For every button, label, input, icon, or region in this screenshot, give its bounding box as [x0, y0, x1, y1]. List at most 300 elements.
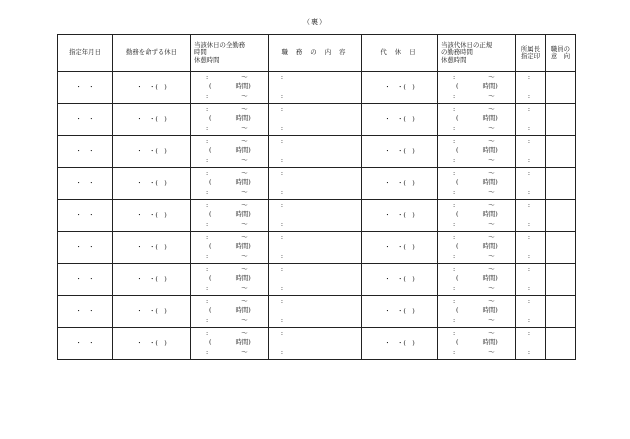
colon-end: : [527, 348, 530, 356]
date-dots: ・ ・ [75, 242, 95, 251]
header-chief-seal-line1: 所属長 [520, 44, 541, 53]
colon-start: : [206, 105, 209, 113]
header-substitute-holiday: 代 休 日 [362, 35, 438, 72]
substitute-date-placeholder: ・ ・( ) [384, 146, 415, 155]
tilde: 〜 [241, 297, 248, 305]
colon-end: : [280, 265, 283, 273]
tilde: 〜 [488, 169, 495, 177]
holiday-hours-cell[interactable] [191, 72, 283, 104]
colon-end: : [280, 188, 283, 196]
designated-date-cell[interactable] [58, 136, 113, 168]
colon-start: : [453, 265, 456, 273]
hours-line [438, 115, 533, 122]
hours-label: 時間) [235, 178, 251, 186]
hours-open: ( [456, 210, 459, 218]
tilde: 〜 [488, 156, 495, 164]
hours-label: 時間) [235, 306, 251, 314]
substitute-date-placeholder: ・ ・( ) [384, 274, 415, 283]
time-range-line [438, 266, 542, 273]
sub-hours-cell[interactable] [438, 328, 530, 360]
time-range-line [191, 234, 295, 241]
colon-end: : [527, 265, 530, 273]
colon-end: : [527, 201, 530, 209]
colon-end: : [280, 252, 283, 260]
break-range-line [191, 93, 295, 100]
header-sub-hours-line2: の勤務時間 [441, 48, 473, 57]
colon-end: : [527, 220, 530, 228]
tilde: 〜 [488, 220, 495, 228]
colon-end: : [280, 137, 283, 145]
colon-end: : [280, 297, 283, 305]
hours-line [191, 339, 286, 346]
time-range-line [191, 106, 295, 113]
sub-hours-cell[interactable] [438, 232, 530, 264]
staff-intent-cell[interactable] [546, 168, 576, 200]
date-dots: ・ ・ [75, 338, 95, 347]
holiday-date-placeholder: ・ ・( ) [136, 114, 167, 123]
tilde: 〜 [488, 284, 495, 292]
hours-label: 時間) [482, 210, 498, 218]
tilde: 〜 [241, 137, 248, 145]
hours-label: 時間) [482, 178, 498, 186]
tilde: 〜 [488, 73, 495, 81]
colon-start: : [453, 252, 456, 260]
work-holiday-cell[interactable] [113, 296, 191, 328]
designated-date-cell[interactable] [58, 72, 113, 104]
form-rows [58, 72, 576, 360]
hours-open: ( [456, 114, 459, 122]
sub-hours-cell[interactable] [438, 136, 530, 168]
hours-line [438, 339, 533, 346]
colon-end: : [280, 201, 283, 209]
hours-line [438, 307, 533, 314]
hours-label: 時間) [235, 242, 251, 250]
colon-start: : [453, 137, 456, 145]
tilde: 〜 [241, 284, 248, 292]
substitute-holiday-cell[interactable] [362, 104, 438, 136]
colon-start: : [206, 316, 209, 324]
tilde: 〜 [488, 188, 495, 196]
time-range-line [438, 202, 542, 209]
colon-end: : [527, 188, 530, 196]
hours-open: ( [209, 146, 212, 154]
work-holiday-cell[interactable] [113, 104, 191, 136]
form-row [58, 136, 576, 168]
time-range-line [438, 74, 542, 81]
substitute-date-placeholder: ・ ・( ) [384, 178, 415, 187]
form-row [58, 296, 576, 328]
time-range-line [438, 106, 542, 113]
hours-open: ( [209, 274, 212, 282]
colon-start: : [453, 233, 456, 241]
tilde: 〜 [488, 297, 495, 305]
designated-date-cell[interactable] [58, 168, 113, 200]
hours-open: ( [209, 82, 212, 90]
holiday-hours-cell[interactable] [191, 296, 283, 328]
substitute-holiday-cell[interactable] [362, 264, 438, 296]
hours-label: 時間) [482, 306, 498, 314]
colon-end: : [280, 284, 283, 292]
break-range-line [191, 125, 295, 132]
form-row [58, 232, 576, 264]
time-range-line [191, 138, 295, 145]
tilde: 〜 [241, 73, 248, 81]
hours-label: 時間) [235, 114, 251, 122]
hours-open: ( [456, 82, 459, 90]
hours-line [438, 211, 533, 218]
tilde: 〜 [241, 316, 248, 324]
header-staff-intent [546, 35, 576, 72]
holiday-hours-cell[interactable] [191, 104, 283, 136]
substitute-holiday-cell[interactable] [362, 72, 438, 104]
colon-end: : [527, 105, 530, 113]
header-sub-hours [438, 35, 516, 72]
colon-end: : [527, 297, 530, 305]
tilde: 〜 [241, 201, 248, 209]
tilde: 〜 [241, 188, 248, 196]
staff-intent-cell[interactable] [546, 328, 576, 360]
time-range-line [191, 170, 295, 177]
header-holiday-hours-line1: 当該休日の全勤務 [194, 40, 246, 49]
header-designated-date: 指定年月日 [58, 35, 113, 72]
tilde: 〜 [241, 252, 248, 260]
break-range-line [438, 285, 542, 292]
hours-line [438, 147, 533, 154]
hours-line [438, 243, 533, 250]
time-range-line [191, 202, 295, 209]
tilde: 〜 [488, 265, 495, 273]
tilde: 〜 [241, 105, 248, 113]
break-range-line [438, 93, 542, 100]
substitute-holiday-cell[interactable] [362, 200, 438, 232]
hours-open: ( [456, 306, 459, 314]
colon-end: : [527, 284, 530, 292]
colon-end: : [280, 92, 283, 100]
hours-open: ( [209, 338, 212, 346]
time-range-line [191, 330, 295, 337]
hours-open: ( [456, 274, 459, 282]
hours-label: 時間) [482, 274, 498, 282]
colon-end: : [280, 348, 283, 356]
break-range-line [438, 189, 542, 196]
sub-hours-cell[interactable] [438, 264, 530, 296]
date-dots: ・ ・ [75, 82, 95, 91]
colon-start: : [206, 233, 209, 241]
hours-line [438, 83, 533, 90]
colon-start: : [453, 105, 456, 113]
substitute-date-placeholder: ・ ・( ) [384, 114, 415, 123]
tilde: 〜 [488, 201, 495, 209]
colon-start: : [206, 265, 209, 273]
hours-line [191, 147, 286, 154]
hours-line [191, 179, 286, 186]
header-sub-hours-line3: 休憩時間 [441, 55, 467, 64]
header-staff-intent-line2: 意 向 [550, 52, 571, 60]
break-range-line [438, 125, 542, 132]
colon-start: : [206, 329, 209, 337]
tilde: 〜 [241, 233, 248, 241]
colon-start: : [453, 284, 456, 292]
colon-end: : [527, 156, 530, 164]
holiday-work-form-table [57, 34, 576, 360]
holiday-date-placeholder: ・ ・( ) [136, 210, 167, 219]
hours-label: 時間) [235, 82, 251, 90]
tilde: 〜 [488, 252, 495, 260]
colon-start: : [453, 188, 456, 196]
colon-end: : [280, 220, 283, 228]
staff-intent-cell[interactable] [546, 104, 576, 136]
tilde: 〜 [488, 124, 495, 132]
colon-start: : [206, 73, 209, 81]
work-holiday-cell[interactable] [113, 200, 191, 232]
holiday-date-placeholder: ・ ・( ) [136, 274, 167, 283]
header-duty-content: 職 務 の 内 容 [269, 35, 362, 72]
break-range-line [438, 221, 542, 228]
designated-date-cell[interactable] [58, 200, 113, 232]
substitute-holiday-cell[interactable] [362, 136, 438, 168]
time-range-line [191, 266, 295, 273]
staff-intent-cell[interactable] [546, 200, 576, 232]
colon-start: : [453, 156, 456, 164]
holiday-hours-cell[interactable] [191, 136, 283, 168]
holiday-date-placeholder: ・ ・( ) [136, 82, 167, 91]
substitute-date-placeholder: ・ ・( ) [384, 338, 415, 347]
sub-hours-cell[interactable] [438, 168, 530, 200]
substitute-holiday-cell[interactable] [362, 296, 438, 328]
hours-label: 時間) [482, 242, 498, 250]
colon-end: : [280, 329, 283, 337]
header-row [58, 35, 576, 72]
holiday-date-placeholder: ・ ・( ) [136, 178, 167, 187]
tilde: 〜 [241, 265, 248, 273]
holiday-hours-cell[interactable] [191, 264, 283, 296]
header-staff-intent-line1: 職員の [550, 44, 571, 53]
colon-start: : [206, 297, 209, 305]
colon-end: : [527, 124, 530, 132]
hours-open: ( [456, 338, 459, 346]
time-range-line [438, 138, 542, 145]
break-range-line [438, 253, 542, 260]
substitute-date-placeholder: ・ ・( ) [384, 210, 415, 219]
colon-start: : [206, 169, 209, 177]
hours-line [191, 115, 286, 122]
work-holiday-cell[interactable] [113, 264, 191, 296]
date-dots: ・ ・ [75, 274, 95, 283]
colon-end: : [280, 233, 283, 241]
colon-start: : [206, 284, 209, 292]
hours-open: ( [456, 242, 459, 250]
hours-label: 時間) [482, 338, 498, 346]
holiday-date-placeholder: ・ ・( ) [136, 338, 167, 347]
tilde: 〜 [488, 137, 495, 145]
hours-open: ( [456, 146, 459, 154]
colon-start: : [453, 348, 456, 356]
break-range-line [191, 317, 295, 324]
tilde: 〜 [488, 233, 495, 241]
staff-intent-cell[interactable] [546, 264, 576, 296]
holiday-date-placeholder: ・ ・( ) [136, 242, 167, 251]
break-range-line [191, 253, 295, 260]
colon-start: : [453, 297, 456, 305]
break-range-line [191, 349, 295, 356]
form-row [58, 264, 576, 296]
tilde: 〜 [488, 329, 495, 337]
staff-intent-cell[interactable] [546, 136, 576, 168]
work-holiday-cell[interactable] [113, 136, 191, 168]
hours-line [191, 275, 286, 282]
time-range-line [438, 298, 542, 305]
colon-end: : [527, 252, 530, 260]
colon-start: : [453, 124, 456, 132]
colon-start: : [453, 220, 456, 228]
colon-end: : [280, 105, 283, 113]
header-holiday-hours-line2: 時間 [194, 48, 207, 57]
colon-start: : [206, 348, 209, 356]
tilde: 〜 [241, 156, 248, 164]
form-row [58, 168, 576, 200]
tilde: 〜 [241, 92, 248, 100]
hours-line [191, 211, 286, 218]
date-dots: ・ ・ [75, 306, 95, 315]
hours-open: ( [209, 242, 212, 250]
colon-start: : [206, 137, 209, 145]
header-chief-seal [516, 35, 546, 72]
colon-start: : [453, 316, 456, 324]
staff-intent-cell[interactable] [546, 72, 576, 104]
colon-end: : [280, 124, 283, 132]
hours-label: 時間) [482, 82, 498, 90]
colon-end: : [527, 233, 530, 241]
header-chief-seal-line2: 指定印 [520, 52, 541, 60]
break-range-line [191, 221, 295, 228]
hours-line [191, 307, 286, 314]
date-dots: ・ ・ [75, 178, 95, 187]
hours-open: ( [209, 306, 212, 314]
work-holiday-cell[interactable] [113, 72, 191, 104]
sub-hours-cell[interactable] [438, 72, 530, 104]
hours-label: 時間) [235, 338, 251, 346]
colon-end: : [527, 316, 530, 324]
designated-date-cell[interactable] [58, 328, 113, 360]
break-range-line [191, 157, 295, 164]
header-holiday-hours [191, 35, 269, 72]
tilde: 〜 [241, 124, 248, 132]
colon-end: : [280, 316, 283, 324]
sub-hours-cell[interactable] [438, 200, 530, 232]
hours-open: ( [209, 178, 212, 186]
tilde: 〜 [241, 329, 248, 337]
staff-intent-cell[interactable] [546, 232, 576, 264]
substitute-holiday-cell[interactable] [362, 328, 438, 360]
colon-end: : [280, 169, 283, 177]
colon-end: : [527, 169, 530, 177]
colon-start: : [206, 156, 209, 164]
colon-end: : [280, 73, 283, 81]
hours-open: ( [209, 114, 212, 122]
header-sub-hours-line1: 当該代休日の正規 [441, 40, 493, 49]
colon-start: : [453, 329, 456, 337]
header-work-holiday: 勤務を命ずる休日 [113, 35, 191, 72]
date-dots: ・ ・ [75, 146, 95, 155]
staff-intent-cell[interactable] [546, 296, 576, 328]
tilde: 〜 [488, 316, 495, 324]
holiday-hours-cell[interactable] [191, 200, 283, 232]
holiday-hours-cell[interactable] [191, 168, 283, 200]
holiday-date-placeholder: ・ ・( ) [136, 146, 167, 155]
colon-start: : [206, 201, 209, 209]
time-range-line [191, 74, 295, 81]
designated-date-cell[interactable] [58, 104, 113, 136]
hours-line [191, 83, 286, 90]
hours-open: ( [209, 210, 212, 218]
designated-date-cell[interactable] [58, 264, 113, 296]
substitute-holiday-cell[interactable] [362, 168, 438, 200]
colon-start: : [206, 220, 209, 228]
substitute-date-placeholder: ・ ・( ) [384, 242, 415, 251]
sub-hours-cell[interactable] [438, 104, 530, 136]
header-holiday-hours-line3: 休憩時間 [194, 55, 220, 64]
tilde: 〜 [241, 348, 248, 356]
page-label: （裏） [303, 18, 327, 26]
break-range-line [438, 349, 542, 356]
colon-start: : [206, 252, 209, 260]
substitute-date-placeholder: ・ ・( ) [384, 306, 415, 315]
break-range-line [438, 317, 542, 324]
tilde: 〜 [488, 348, 495, 356]
hours-label: 時間) [235, 210, 251, 218]
hours-label: 時間) [482, 146, 498, 154]
tilde: 〜 [241, 169, 248, 177]
colon-start: : [453, 73, 456, 81]
hours-line [438, 275, 533, 282]
colon-end: : [527, 92, 530, 100]
work-holiday-cell[interactable] [113, 328, 191, 360]
break-range-line [191, 285, 295, 292]
holiday-date-placeholder: ・ ・( ) [136, 306, 167, 315]
time-range-line [438, 330, 542, 337]
time-range-line [438, 234, 542, 241]
colon-end: : [527, 329, 530, 337]
hours-open: ( [456, 178, 459, 186]
work-holiday-cell[interactable] [113, 168, 191, 200]
hours-label: 時間) [235, 146, 251, 154]
substitute-holiday-cell[interactable] [362, 232, 438, 264]
break-range-line [191, 189, 295, 196]
sub-hours-cell[interactable] [438, 296, 530, 328]
tilde: 〜 [241, 220, 248, 228]
substitute-date-placeholder: ・ ・( ) [384, 82, 415, 91]
colon-end: : [527, 73, 530, 81]
form-row [58, 328, 576, 360]
date-dots: ・ ・ [75, 210, 95, 219]
colon-start: : [206, 124, 209, 132]
break-range-line [438, 157, 542, 164]
work-holiday-cell[interactable] [113, 232, 191, 264]
holiday-hours-cell[interactable] [191, 232, 283, 264]
colon-start: : [206, 92, 209, 100]
colon-start: : [453, 169, 456, 177]
holiday-hours-cell[interactable] [191, 328, 283, 360]
time-range-line [438, 170, 542, 177]
hours-line [438, 179, 533, 186]
colon-end: : [280, 156, 283, 164]
time-range-line [191, 298, 295, 305]
hours-line [191, 243, 286, 250]
designated-date-cell[interactable] [58, 296, 113, 328]
colon-start: : [453, 201, 456, 209]
designated-date-cell[interactable] [58, 232, 113, 264]
date-dots: ・ ・ [75, 114, 95, 123]
